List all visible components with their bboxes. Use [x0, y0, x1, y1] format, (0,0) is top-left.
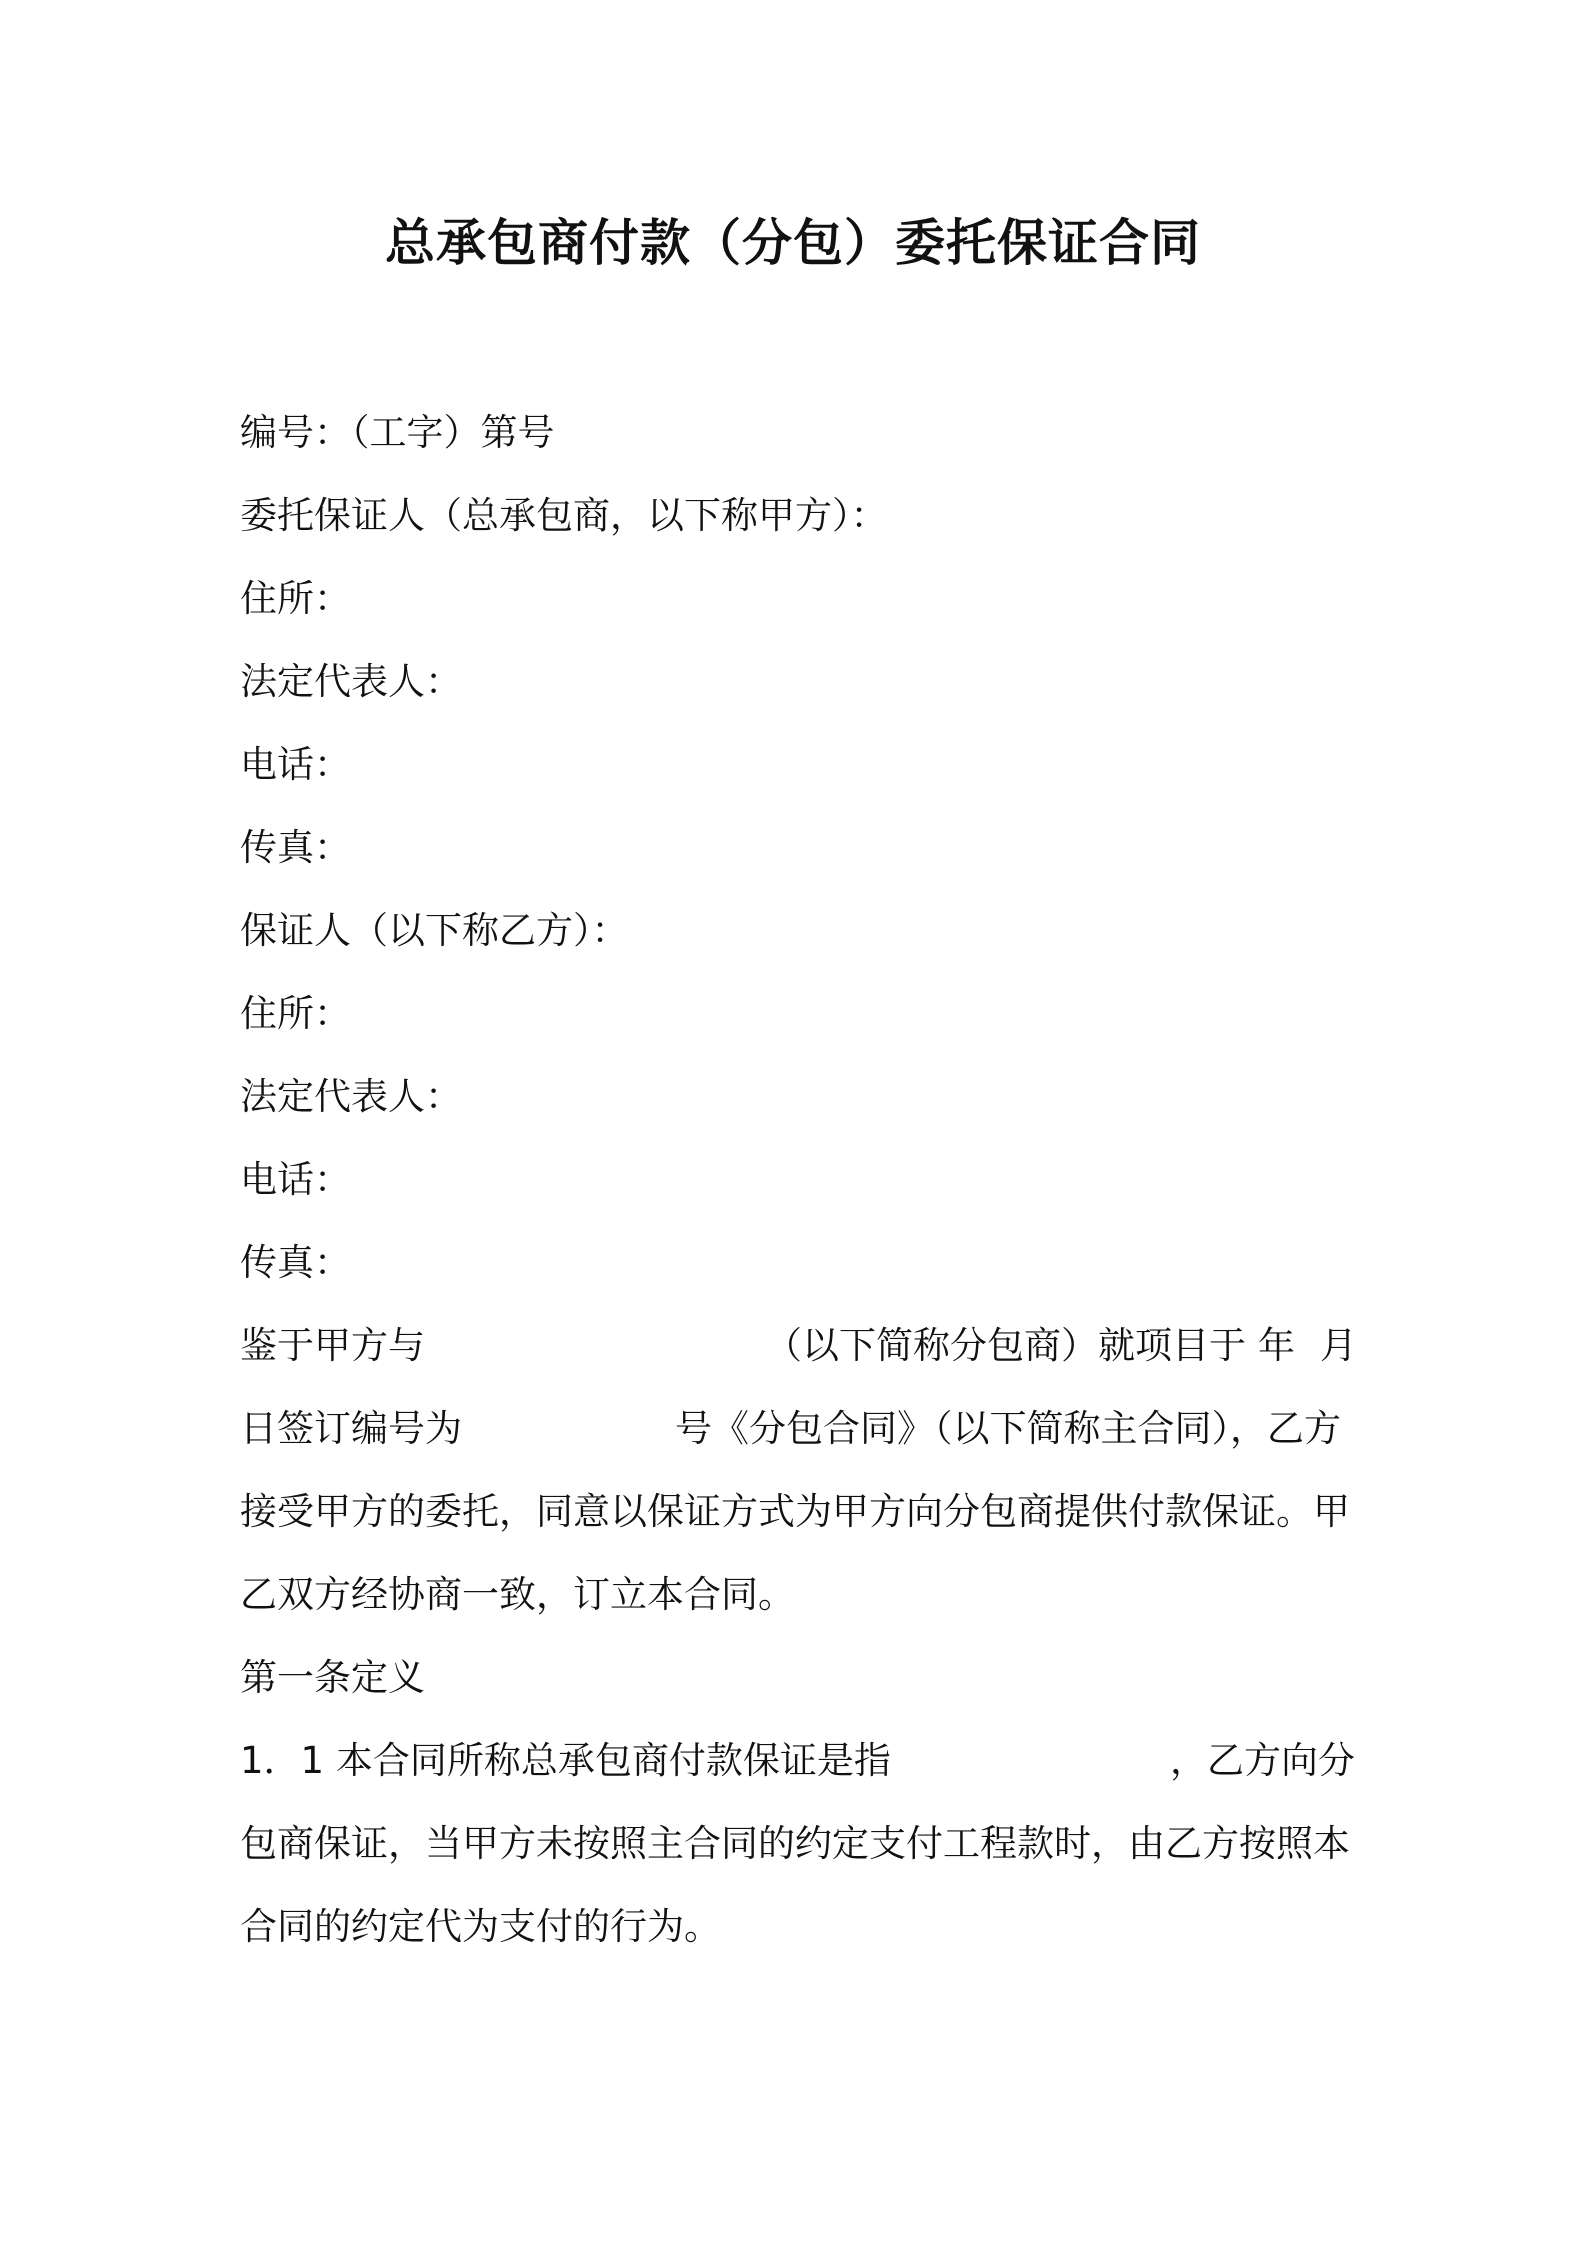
recital-text: 月 [1320, 1324, 1357, 1367]
contract-title: 总承包商付款（分包）委托保证合同 [385, 214, 1201, 272]
principal-address-line: 住所： [240, 577, 351, 620]
article-1-heading: 第一条定义 [240, 1656, 425, 1699]
recital-text: 号《分包合同》（以下简称主合同），乙方 [675, 1407, 1341, 1450]
guarantor-phone-line: 电话： [240, 1158, 351, 1201]
guarantor-legal-rep-line: 法定代表人： [240, 1075, 462, 1118]
guarantor-address-line: 住所： [240, 992, 351, 1035]
recital-line-3: 接受甲方的委托，同意以保证方式为甲方向分包商提供付款保证。甲 [240, 1490, 1350, 1533]
principal-line: 委托保证人（总承包商，以下称甲方）： [240, 494, 888, 537]
clause-1-1-line-2: 包商保证，当甲方未按照主合同的约定支付工程款时，由乙方按照本 [240, 1822, 1350, 1865]
contract-number-line: 编号：（工字）第号 [240, 411, 555, 454]
recital-line-1 [240, 1321, 1360, 1371]
clause-text: 1．1 本合同所称总承包商付款保证是指 [240, 1739, 891, 1782]
clause-1-1-line-3: 合同的约定代为支付的行为。 [240, 1905, 721, 1948]
recital-line-4: 乙双方经协商一致，订立本合同。 [240, 1573, 795, 1616]
guarantor-fax-line: 传真： [240, 1241, 351, 1284]
principal-fax-line: 传真： [240, 826, 351, 869]
recital-line-2 [240, 1404, 1360, 1454]
principal-legal-rep-line: 法定代表人： [240, 660, 462, 703]
recital-text: （以下简称分包商）就项目于 [765, 1324, 1246, 1367]
principal-phone-line: 电话： [240, 743, 351, 786]
clause-1-1-line-1 [240, 1736, 1360, 1786]
guarantor-line: 保证人（以下称乙方）： [240, 909, 629, 952]
recital-text: 年 [1258, 1324, 1295, 1367]
recital-text: 日签订编号为 [240, 1407, 462, 1450]
clause-text: ，乙方向分 [1170, 1739, 1355, 1782]
recital-text: 鉴于甲方与 [240, 1324, 425, 1367]
